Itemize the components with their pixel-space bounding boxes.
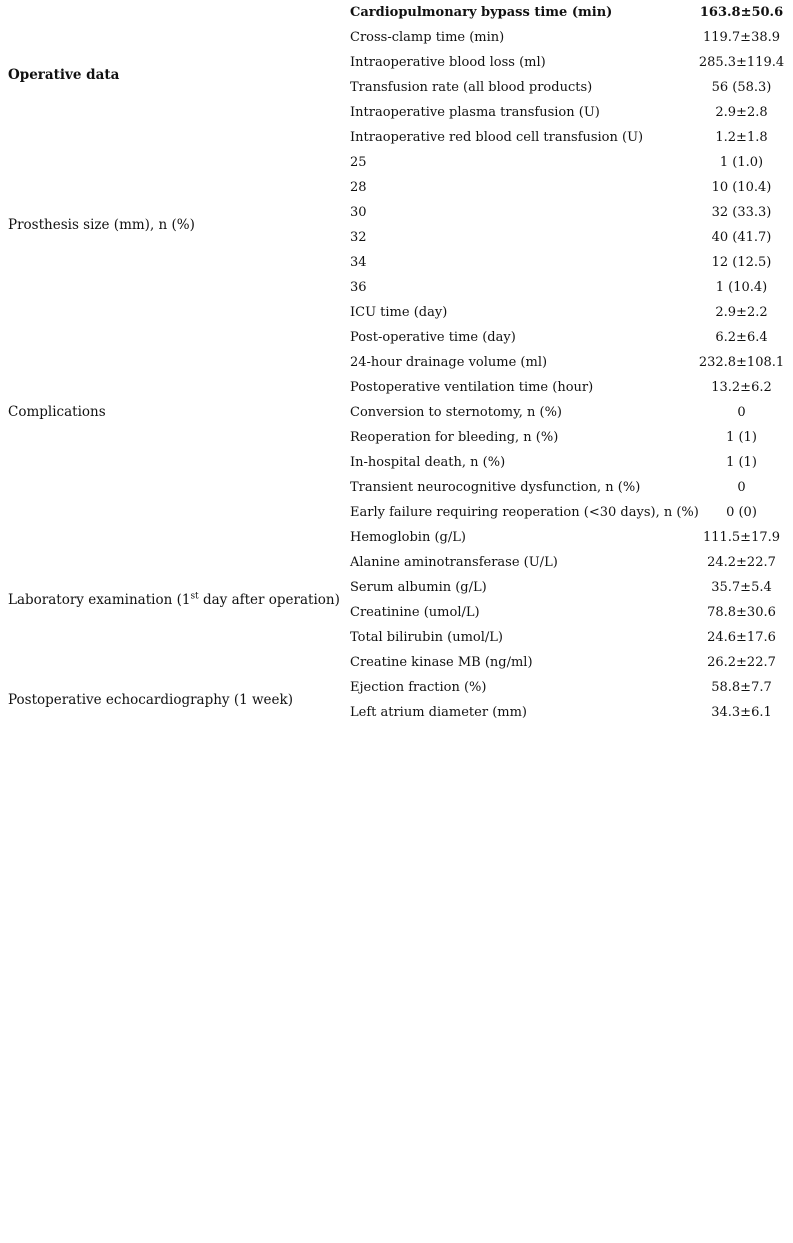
row-label: Serum albumin (g/L): [350, 580, 487, 595]
category-cell: [0, 675, 342, 725]
category-label: Complications: [8, 404, 106, 420]
row-value: 58.8±7.7: [711, 680, 772, 695]
category-label-tail: day after operation): [198, 591, 340, 608]
table-row: [0, 300, 787, 325]
row-value: 32 (33.3): [711, 205, 772, 220]
row-label: Left atrium diameter (mm): [350, 705, 527, 720]
row-value: 56 (58.3): [711, 80, 772, 95]
row-label: Cardiopulmonary bypass time (min): [350, 5, 613, 20]
row-label: Total bilirubin (umol/L): [350, 630, 503, 645]
category-cell: [0, 150, 342, 300]
row-value: 163.8±50.6: [699, 5, 784, 20]
row-label: 24-hour drainage volume (ml): [350, 355, 548, 370]
table-row: [0, 675, 787, 700]
category-cell: [0, 0, 342, 150]
row-label: Postoperative ventilation time (hour): [350, 380, 594, 395]
row-value: 40 (41.7): [711, 230, 772, 245]
row-value: 0: [737, 480, 746, 495]
row-label: Transient neurocognitive dysfunction, n (%): [350, 480, 641, 495]
row-label: In-hospital death, n (%): [350, 455, 506, 470]
row-label: Creatine kinase MB (ng/ml): [350, 655, 533, 670]
row-label: Ejection fraction (%): [350, 680, 487, 695]
row-label: Alanine aminotransferase (U/L): [350, 555, 558, 570]
row-value: 10 (10.4): [711, 180, 772, 195]
row-label: 34: [350, 255, 367, 270]
category-cell: [0, 525, 342, 675]
row-label: Cross-clamp time (min): [350, 30, 505, 45]
row-value: 2.9±2.8: [715, 105, 768, 120]
row-value: 1 (10.4): [715, 280, 768, 295]
row-label: 25: [350, 155, 367, 170]
row-value: 1 (1): [726, 455, 757, 470]
row-label: 30: [350, 205, 367, 220]
row-value: 232.8±108.1: [698, 355, 785, 370]
row-value: 1 (1): [726, 430, 757, 445]
row-label: Reoperation for bleeding, n (%): [350, 430, 559, 445]
category-label: Operative data: [8, 66, 120, 83]
row-value: 1.2±1.8: [715, 130, 768, 145]
row-value: 12 (12.5): [711, 255, 772, 270]
row-value: 6.2±6.4: [715, 330, 768, 345]
row-value: 24.2±22.7: [707, 555, 776, 570]
row-label: Early failure requiring reoperation (<30 days), n (%): [350, 505, 699, 520]
row-label: Transfusion rate (all blood products): [350, 80, 593, 95]
category-label: Prosthesis size (mm), n (%): [8, 216, 195, 233]
category-label: Laboratory examination (1: [8, 591, 191, 608]
row-label: Intraoperative blood loss (ml): [350, 55, 546, 70]
row-value: 285.3±119.4: [698, 55, 785, 70]
row-label: 32: [350, 230, 367, 245]
category-label: Postoperative echocardiography (1 week): [8, 691, 293, 708]
row-label: Hemoglobin (g/L): [350, 530, 466, 545]
row-label: Conversion to sternotomy, n (%): [350, 405, 563, 420]
row-label: 36: [350, 280, 367, 295]
row-label: Intraoperative red blood cell transfusion (U): [350, 130, 644, 145]
row-label: ICU time (day): [350, 305, 448, 320]
row-value: 13.2±6.2: [711, 380, 772, 395]
table-row: [0, 0, 787, 25]
row-label: Post-operative time (day): [350, 330, 516, 345]
row-value: 35.7±5.4: [711, 580, 772, 595]
row-value: 2.9±2.2: [715, 305, 768, 320]
row-value: 78.8±30.6: [707, 605, 776, 620]
table-row: [0, 525, 787, 550]
row-value: 1 (1.0): [719, 155, 764, 170]
row-value: 0: [737, 405, 746, 420]
row-value: 26.2±22.7: [707, 655, 776, 670]
category-cell: [0, 300, 342, 525]
row-label: Intraoperative plasma transfusion (U): [350, 105, 600, 120]
row-value: 119.7±38.9: [702, 30, 781, 45]
table-row: [0, 150, 787, 175]
row-value: 34.3±6.1: [711, 705, 772, 720]
row-value: 111.5±17.9: [702, 530, 781, 545]
row-label: 28: [350, 180, 367, 195]
category-superscript: st: [190, 591, 199, 601]
row-label: Creatinine (umol/L): [350, 605, 480, 620]
row-value: 0 (0): [726, 505, 757, 520]
row-value: 24.6±17.6: [707, 630, 776, 645]
